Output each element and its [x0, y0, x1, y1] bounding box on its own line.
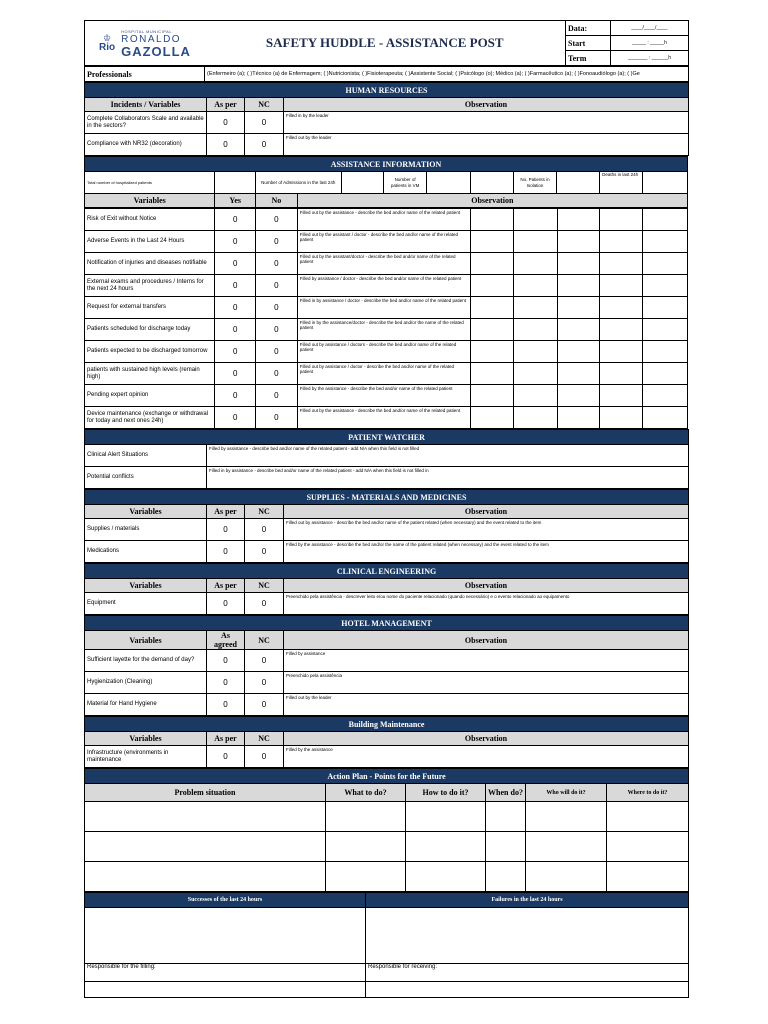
supplies-section	[84, 489, 689, 563]
column-header: NC	[245, 732, 284, 746]
grid-cell[interactable]	[600, 407, 643, 429]
yes-value[interactable]: 0	[215, 363, 256, 385]
table-row	[85, 112, 689, 134]
column-header: What to do?	[326, 784, 406, 802]
table-row	[85, 297, 688, 319]
variable-label: Patients scheduled for discharge today	[85, 319, 215, 341]
action-cell[interactable]	[85, 802, 326, 832]
grid-cell[interactable]	[600, 253, 643, 275]
grid-cell[interactable]	[557, 363, 600, 385]
grid-cell[interactable]	[513, 319, 557, 341]
variable-label: Compliance with NR32 (decoration)	[85, 134, 207, 156]
observation-field[interactable]: Filled out by the assistant / doctor - describe the bed and/or name of the related patient	[297, 231, 470, 253]
variable-label: Request for external transfers	[85, 297, 215, 319]
as-agreed-value[interactable]: 0	[207, 650, 245, 672]
section-title: PATIENT WATCHER	[85, 430, 689, 445]
grid-cell[interactable]	[557, 253, 600, 275]
action-cell[interactable]	[326, 862, 406, 892]
section-title: CLINICAL ENGINEERING	[85, 564, 689, 579]
variable-label: Complete Collaborators Scale and available in the sectors?	[85, 112, 207, 134]
grid-cell[interactable]	[600, 341, 643, 363]
section-title: HOTEL MANAGEMENT	[85, 616, 689, 631]
nc-value[interactable]: 0	[245, 650, 284, 672]
filling-signature-field[interactable]	[85, 982, 366, 998]
grid-cell[interactable]	[513, 275, 557, 297]
grid-cell[interactable]	[557, 385, 600, 407]
observation-field[interactable]: Filled out by the leader	[284, 694, 689, 716]
grid-cell[interactable]	[600, 275, 643, 297]
column-header: No	[256, 194, 298, 208]
column-header: NC	[245, 98, 284, 112]
variable-label: Medications	[85, 541, 207, 563]
grid-cell[interactable]	[513, 231, 557, 253]
nc-value[interactable]: 0	[245, 746, 284, 768]
census-field[interactable]	[215, 172, 256, 194]
variable-label: Adverse Events in the Last 24 Hours	[85, 231, 215, 253]
column-header: Variables	[85, 579, 207, 593]
no-value[interactable]: 0	[256, 363, 298, 385]
census-label: Number of Admissions in the last 24h	[256, 172, 342, 194]
variable-label: Hygienization (Cleaning)	[85, 672, 207, 694]
no-value[interactable]: 0	[256, 209, 298, 231]
variable-label: Notification of injuries and diseases notifiable	[85, 253, 215, 275]
date-label: Data:	[566, 21, 611, 36]
observation-field[interactable]: Filled by assistance	[284, 650, 689, 672]
assistance-variables	[84, 208, 688, 429]
column-header: Observation	[284, 98, 689, 112]
variable-label: Supplies / materials	[85, 519, 207, 541]
hospital-logo: ♔ Rio HOSPITAL MUNICIPAL RONALDO GAZOLLA	[85, 21, 205, 66]
column-header: As agreed	[207, 631, 245, 650]
observation-field[interactable]: Filled out by the assistance - describe the bed and/or name of the related patient	[297, 407, 470, 429]
column-header: When do?	[486, 784, 526, 802]
action-cell[interactable]	[85, 832, 326, 862]
variable-label: Potential conflicts	[85, 467, 207, 489]
table-row	[85, 341, 688, 363]
action-cell[interactable]	[326, 832, 406, 862]
column-header: NC	[245, 631, 284, 650]
grid-cell[interactable]	[513, 341, 557, 363]
action-cell[interactable]	[486, 832, 526, 862]
yes-value[interactable]: 0	[215, 209, 256, 231]
grid-cell[interactable]	[470, 231, 513, 253]
table-row	[85, 445, 689, 467]
table-row	[85, 319, 688, 341]
hotel-management-section	[84, 615, 689, 716]
as-per-value[interactable]: 0	[207, 134, 245, 156]
column-header: Who will do it?	[526, 784, 607, 802]
table-row	[85, 672, 689, 694]
variable-label: Sufficient layette for the demand of day?	[85, 650, 207, 672]
grid-cell[interactable]	[643, 209, 688, 231]
observation-field[interactable]: Filled by the assistance	[284, 746, 689, 768]
action-cell[interactable]	[607, 802, 689, 832]
table-row	[85, 832, 689, 862]
table-row	[85, 253, 688, 275]
column-header: NC	[245, 579, 284, 593]
grid-cell[interactable]	[600, 231, 643, 253]
no-value[interactable]: 0	[256, 319, 298, 341]
grid-cell[interactable]	[600, 385, 643, 407]
table-row	[85, 519, 689, 541]
nc-value[interactable]: 0	[245, 134, 284, 156]
action-cell[interactable]	[85, 862, 326, 892]
observation-field[interactable]: Filled by the assistance - describe the bed and/or the name of the patient related (when necessary) and the event related to the item	[284, 541, 689, 563]
form-title: SAFETY HUDDLE - ASSISTANCE POST	[205, 21, 566, 66]
nc-value[interactable]: 0	[245, 593, 284, 615]
no-value[interactable]: 0	[256, 297, 298, 319]
table-row	[85, 802, 689, 832]
table-row	[85, 209, 688, 231]
column-header: As per	[207, 732, 245, 746]
professionals-row	[84, 66, 689, 82]
yes-value[interactable]: 0	[215, 231, 256, 253]
grid-cell[interactable]	[600, 363, 643, 385]
table-row	[85, 541, 689, 563]
table-row	[85, 650, 689, 672]
table-row	[85, 407, 688, 429]
no-value[interactable]: 0	[256, 341, 298, 363]
no-value[interactable]: 0	[256, 253, 298, 275]
column-header: Observation	[297, 194, 687, 208]
action-cell[interactable]	[326, 802, 406, 832]
observation-field[interactable]: Filled in by the leader	[284, 112, 689, 134]
grid-cell[interactable]	[600, 319, 643, 341]
assistance-information-section	[84, 156, 688, 208]
as-per-value[interactable]: 0	[207, 519, 245, 541]
building-maintenance-section	[84, 716, 689, 768]
nc-value[interactable]: 0	[245, 112, 284, 134]
professionals-field[interactable]: (Enfermeiro (a); ( )Técnico (a) de Enfermagem; ( )Nutricionista; ( )Fisioterapeuta; ( )Assistente Social; ( )Psicólogo (o); Médico (a); ( )Farmacêutico (a); ( )Fonoaudiólogo (a); ( )Ge	[205, 67, 689, 82]
grid-cell[interactable]	[643, 297, 688, 319]
variable-label: Material for Hand Hygiene	[85, 694, 207, 716]
no-value[interactable]: 0	[256, 385, 298, 407]
nc-value[interactable]: 0	[245, 541, 284, 563]
census-field[interactable]	[341, 172, 384, 194]
table-row	[85, 275, 688, 297]
grid-cell[interactable]	[557, 341, 600, 363]
yes-value[interactable]: 0	[215, 407, 256, 429]
census-label: Total number of hospitalized patients	[85, 172, 215, 194]
column-header: As per	[207, 505, 245, 519]
failures-field[interactable]	[366, 908, 689, 964]
observation-field[interactable]: Filled out by the leader	[284, 134, 689, 156]
table-row	[85, 385, 688, 407]
grid-cell[interactable]	[643, 363, 688, 385]
section-title: Building Maintenance	[85, 717, 689, 732]
yes-value[interactable]: 0	[215, 341, 256, 363]
table-row	[85, 467, 689, 489]
grid-cell[interactable]	[470, 297, 513, 319]
grid-cell[interactable]	[470, 407, 513, 429]
grid-cell[interactable]	[557, 297, 600, 319]
as-per-value[interactable]: 0	[207, 593, 245, 615]
as-per-value[interactable]: 0	[207, 112, 245, 134]
action-plan-section	[84, 768, 689, 892]
observation-field[interactable]: Filled by assistance / doctor - describe the bed and/or name of the related patient	[297, 275, 470, 297]
section-title: HUMAN RESOURCES	[85, 83, 689, 98]
yes-value[interactable]: 0	[215, 253, 256, 275]
column-header: Incidents / Variables	[85, 98, 207, 112]
census-field[interactable]	[427, 172, 471, 194]
census-field[interactable]	[470, 172, 513, 194]
census-label: Deaths in last 24h	[600, 172, 643, 194]
observation-field[interactable]: Filled out by assistance / doctor - describe the bed and/or name of the related patient	[297, 363, 470, 385]
census-row	[85, 172, 688, 194]
observation-field[interactable]: Preenchido pela assistência - descrever leito e/ou nome do paciente relacionado (quando necessário) e o evento relacionado ao equipamento	[284, 593, 689, 615]
receiving-signature-field[interactable]	[366, 982, 689, 998]
observation-field[interactable]: Filled out by the assistance - describe the bed and/or name of the related patient	[297, 209, 470, 231]
patient-watcher-section	[84, 429, 689, 489]
column-header: Observation	[284, 631, 689, 650]
variable-label: Pending expert opinion	[85, 385, 215, 407]
grid-cell[interactable]	[470, 385, 513, 407]
column-header: As per	[207, 98, 245, 112]
human-resources-section	[84, 82, 689, 156]
grid-cell[interactable]	[643, 407, 688, 429]
action-cell[interactable]	[406, 862, 486, 892]
action-cell[interactable]	[607, 832, 689, 862]
column-header: Observation	[284, 579, 689, 593]
column-header: How to do it?	[406, 784, 486, 802]
grid-cell[interactable]	[557, 231, 600, 253]
column-header: Variables	[85, 732, 207, 746]
no-value[interactable]: 0	[256, 407, 298, 429]
variable-label: External exams and procedures / Interns for the next 24 hours	[85, 275, 215, 297]
yes-value[interactable]: 0	[215, 275, 256, 297]
observation-field[interactable]: Filled in by assistance / doctor - describe the bed and/or name of the related patient	[297, 297, 470, 319]
action-cell[interactable]	[406, 832, 486, 862]
column-header: Variables	[85, 194, 215, 208]
start-field[interactable]: _____ : _____h	[611, 36, 689, 51]
start-label: Start	[566, 36, 611, 51]
failures-header: Failures in the last 24 hours	[366, 893, 689, 908]
grid-cell[interactable]	[643, 253, 688, 275]
grid-cell[interactable]	[557, 209, 600, 231]
grid-cell[interactable]	[643, 231, 688, 253]
action-cell[interactable]	[526, 862, 607, 892]
grid-cell[interactable]	[470, 363, 513, 385]
observation-field[interactable]: Filled out by the assistant/doctor - describe the bed and/or name of the related patient	[297, 253, 470, 275]
no-value[interactable]: 0	[256, 231, 298, 253]
variable-label: Patients expected to be discharged tomorrow	[85, 341, 215, 363]
grid-cell[interactable]	[470, 275, 513, 297]
section-title: SUPPLIES - MATERIALS AND MEDICINES	[85, 490, 689, 505]
grid-cell[interactable]	[470, 209, 513, 231]
observation-field[interactable]: Filled by the assistance - describe the bed and/or name of the related patient	[297, 385, 470, 407]
no-value[interactable]: 0	[256, 275, 298, 297]
table-row	[85, 231, 688, 253]
nc-value[interactable]: 0	[245, 519, 284, 541]
grid-cell[interactable]	[643, 385, 688, 407]
grid-cell[interactable]	[513, 385, 557, 407]
grid-cell[interactable]	[513, 297, 557, 319]
variable-label: Infrastructure (environments in maintenance	[85, 746, 207, 768]
column-header: NC	[245, 505, 284, 519]
action-cell[interactable]	[486, 862, 526, 892]
grid-cell[interactable]	[600, 209, 643, 231]
column-header: Yes	[215, 194, 256, 208]
successes-field[interactable]	[85, 908, 366, 964]
observation-field[interactable]: Filled in by the assistance/doctor - describe the bed and/or the name of the related patient	[297, 319, 470, 341]
column-header: Problem situation	[85, 784, 326, 802]
grid-cell[interactable]	[643, 341, 688, 363]
grid-cell[interactable]	[470, 341, 513, 363]
professionals-label: Professionals	[85, 67, 205, 82]
yes-value[interactable]: 0	[215, 297, 256, 319]
census-label: No. Patients in Isolation	[513, 172, 557, 194]
grid-cell[interactable]	[513, 209, 557, 231]
observation-field[interactable]: Preenchido pela assistência	[284, 672, 689, 694]
term-field[interactable]: _______ : ______h	[611, 51, 689, 66]
term-label: Term	[566, 51, 611, 66]
grid-cell[interactable]	[513, 407, 557, 429]
nc-value[interactable]: 0	[245, 672, 284, 694]
action-cell[interactable]	[526, 832, 607, 862]
column-header: Variables	[85, 505, 207, 519]
table-row	[85, 593, 689, 615]
table-row	[85, 363, 688, 385]
observation-field[interactable]: Filled out by assistance - describe the bed and/or name of the patient related (when necessary) and the event related to the item	[284, 519, 689, 541]
observation-field[interactable]: Filled by assistance - describe bed and/or name of the related patient - add N/A when this field is not filled	[207, 445, 689, 467]
as-agreed-value[interactable]: 0	[207, 694, 245, 716]
grid-cell[interactable]	[643, 275, 688, 297]
observation-field[interactable]: Filled out by assistance / doctors - describe the bed and/or name of the related patient	[297, 341, 470, 363]
census-field[interactable]	[557, 172, 600, 194]
column-header: Variables	[85, 631, 207, 650]
grid-cell[interactable]	[513, 363, 557, 385]
column-header: Observation	[284, 732, 689, 746]
nc-value[interactable]: 0	[245, 694, 284, 716]
variable-label: patients with sustained high levels (remain high)	[85, 363, 215, 385]
variable-label: Device maintenance (exchange or withdrawal for today and next ones 24h)	[85, 407, 215, 429]
clinical-engineering-section	[84, 563, 689, 615]
filling-responsible-field[interactable]: Responsible for the filling:	[85, 964, 366, 982]
table-row	[85, 694, 689, 716]
variable-label: Equipment	[85, 593, 207, 615]
as-per-value[interactable]: 0	[207, 746, 245, 768]
grid-cell[interactable]	[513, 253, 557, 275]
section-title: Action Plan - Points for the Future	[85, 769, 689, 784]
yes-value[interactable]: 0	[215, 385, 256, 407]
table-row	[85, 862, 689, 892]
grid-cell[interactable]	[557, 319, 600, 341]
table-row	[85, 134, 689, 156]
census-field[interactable]	[642, 172, 687, 194]
summary-section	[84, 892, 689, 998]
observation-field[interactable]: Filled in by assistance - describe bed and/or name of the related patient - add N/A when this field is not filled in	[207, 467, 689, 489]
action-cell[interactable]	[607, 862, 689, 892]
safety-huddle-form	[84, 20, 688, 998]
variable-label: Clinical Alert Situations	[85, 445, 207, 467]
action-cell[interactable]	[406, 802, 486, 832]
yes-value[interactable]: 0	[215, 319, 256, 341]
grid-cell[interactable]	[643, 319, 688, 341]
action-cell[interactable]	[526, 802, 607, 832]
table-row	[85, 746, 689, 768]
form-header	[84, 20, 689, 66]
census-label: Number of patients in VM	[384, 172, 427, 194]
grid-cell[interactable]	[557, 275, 600, 297]
successes-header: Successes of the last 24 hours	[85, 893, 366, 908]
grid-cell[interactable]	[470, 253, 513, 275]
date-field[interactable]: ____/____/____	[611, 21, 689, 36]
crown-icon: ♔	[103, 32, 112, 43]
variable-label: Risk of Exit without Notice	[85, 209, 215, 231]
as-per-value[interactable]: 0	[207, 541, 245, 563]
as-agreed-value[interactable]: 0	[207, 672, 245, 694]
column-header: Observation	[284, 505, 689, 519]
grid-cell[interactable]	[470, 319, 513, 341]
receiving-responsible-field[interactable]: Responsible for receiving:	[366, 964, 689, 982]
column-header: Where to do it?	[607, 784, 689, 802]
section-title: ASSISTANCE INFORMATION	[85, 157, 688, 172]
action-cell[interactable]	[486, 802, 526, 832]
grid-cell[interactable]	[600, 297, 643, 319]
column-header: As per	[207, 579, 245, 593]
grid-cell[interactable]	[557, 407, 600, 429]
